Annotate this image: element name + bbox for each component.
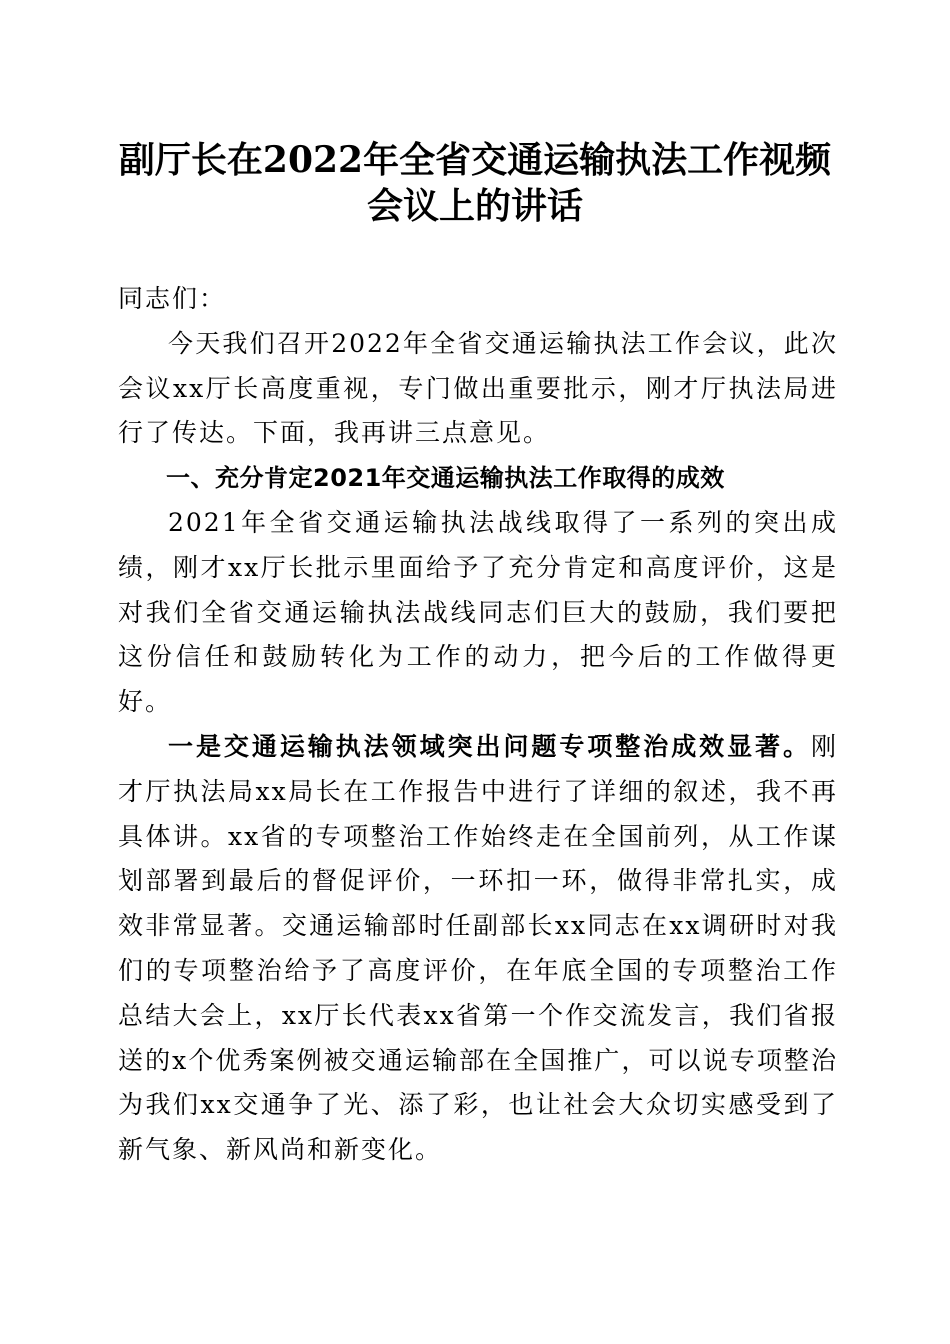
section-1-paragraph-1: 2021年全省交通运输执法战线取得了一系列的突出成绩，刚才xx厅长批示里面给予了充分肯定和高度评价，这是对我们全省交通运输执法战线同志们巨大的鼓励，我们要把这份信任和鼓励转化为工作的动力，把今后的工作做得更好。 xyxy=(118,507,838,717)
paragraph-lead-sentence: 一是交通运输执法领域突出问题专项整治成效显著。 xyxy=(168,731,811,761)
salutation: 同志们： xyxy=(118,284,227,313)
document-title-line-2: 会议上的讲话 xyxy=(366,185,583,227)
document-title-line-1: 副厅长在2022年全省交通运输执法工作视频 xyxy=(118,139,832,181)
paragraph-body-text: 刚才厅执法局xx局长在工作报告中进行了详细的叙述，我不再具体讲。xx省的专项整治工作始终走在全国前列，从工作谋划部署到最后的督促评价，一环扣一环，做得非常扎实，成效非常显著。交通运输部时任副部长xx同志在xx调研时对我们的专项整治给予了高度评价，在年底全国的专项整治工作总结大会上，xx厅长代表xx省第一个作交流发言，我们省报送的x个优秀案例被交通运输部在全国推广，可以说专项整治为我们xx交通争了光、添了彩，也让社会大众切实感受到了新气象、新风尚和新变化。 xyxy=(118,731,838,1165)
section-1-paragraph-2 xyxy=(118,725,838,1173)
intro-paragraph: 今天我们召开2022年全省交通运输执法工作会议，此次会议xx厅长高度重视，专门做出重要批示，刚才厅执法局进行了传达。下面，我再讲三点意见。 xyxy=(118,328,838,448)
section-1-heading: 一、充分肯定2021年交通运输执法工作取得的成效 xyxy=(166,464,725,493)
document-body xyxy=(118,277,838,1173)
